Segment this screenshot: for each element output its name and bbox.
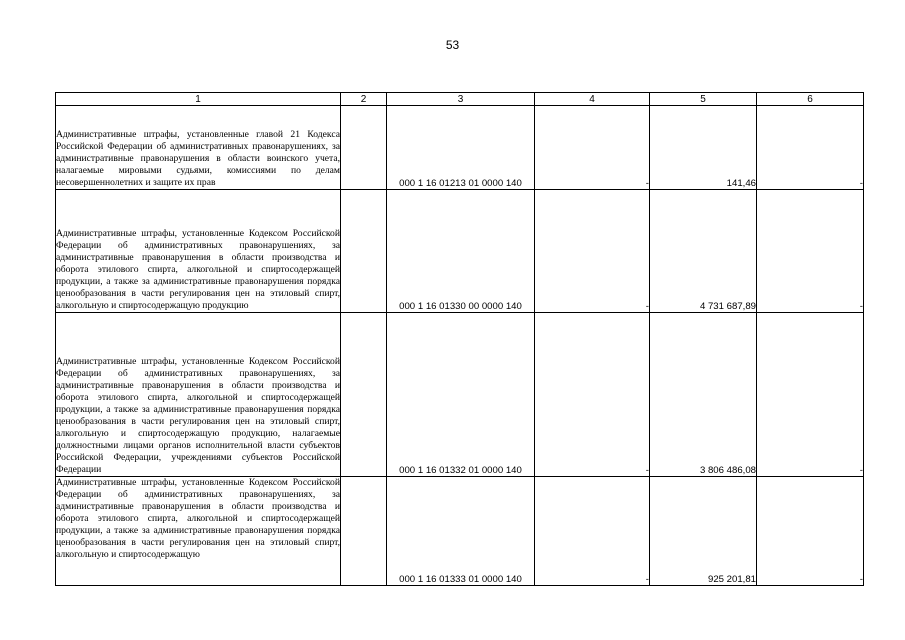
row-col6: - [757,106,864,190]
row-budget-code: 000 1 16 01333 01 0000 140 [387,477,535,586]
row-amount: 3 806 486,08 [650,313,757,477]
header-col-4: 4 [535,93,650,106]
row-col4: - [535,106,650,190]
header-col-3: 3 [387,93,535,106]
row-description: Административные штрафы, установленные Кодексом Российской Федерации об административных правонарушениях, за административные правонарушения в области производства и оборота этилового спирта, алкогольной и спиртосодержащей продукции, а также за административные правонарушения порядка ценообразования в части регулирования цен на этиловый спирт, алкогольную и спиртосодержащую продукцию, налагаемые должностными лицами органов исполнительной власти субъектов Российской Федерации, учреждениями субъектов Российской Федерации [56,313,341,477]
row-col6: - [757,477,864,586]
row-budget-code: 000 1 16 01332 01 0000 140 [387,313,535,477]
header-col-1: 1 [56,93,341,106]
header-col-6: 6 [757,93,864,106]
row-col4: - [535,313,650,477]
row-budget-code: 000 1 16 01213 01 0000 140 [387,106,535,190]
row-description: Административные штрафы, установленные Кодексом Российской Федерации об административных правонарушениях, за административные правонарушения в области производства и оборота этилового спирта, алкогольной и спиртосодержащей продукции, а также за административные правонарушения порядка ценообразования в части регулирования цен на этиловый спирт, алкогольную и спиртосодержащую [56,477,341,586]
header-row [56,93,864,106]
row-amount: 925 201,81 [650,477,757,586]
row-col2 [341,190,387,313]
row-amount: 4 731 687,89 [650,190,757,313]
table-row [56,477,864,586]
page-number: 53 [445,38,460,52]
header-col-2: 2 [341,93,387,106]
row-amount: 141,46 [650,106,757,190]
row-col2 [341,477,387,586]
row-col6: - [757,313,864,477]
row-description: Административные штрафы, установленные Кодексом Российской Федерации об административных правонарушениях, за административные правонарушения в области производства и оборота этилового спирта, алкогольной и спиртосодержащей продукции, а также за административные правонарушения порядка ценообразования в части регулирования цен на этиловый спирт, алкогольную и спиртосодержащую продукцию [56,190,341,313]
row-col2 [341,313,387,477]
table-row [56,106,864,190]
row-col4: - [535,190,650,313]
table-row [56,313,864,477]
row-description: Административные штрафы, установленные главой 21 Кодекса Российской Федерации об административных правонарушениях, за административные правонарушения в области воинского учета, налагаемые мировыми судьями, комиссиями по делам несовершеннолетних и защите их прав [56,106,341,190]
row-budget-code: 000 1 16 01330 00 0000 140 [387,190,535,313]
row-col4: - [535,477,650,586]
row-col6: - [757,190,864,313]
header-col-5: 5 [650,93,757,106]
budget-revenue-table [55,92,864,586]
row-col2 [341,106,387,190]
table-row [56,190,864,313]
